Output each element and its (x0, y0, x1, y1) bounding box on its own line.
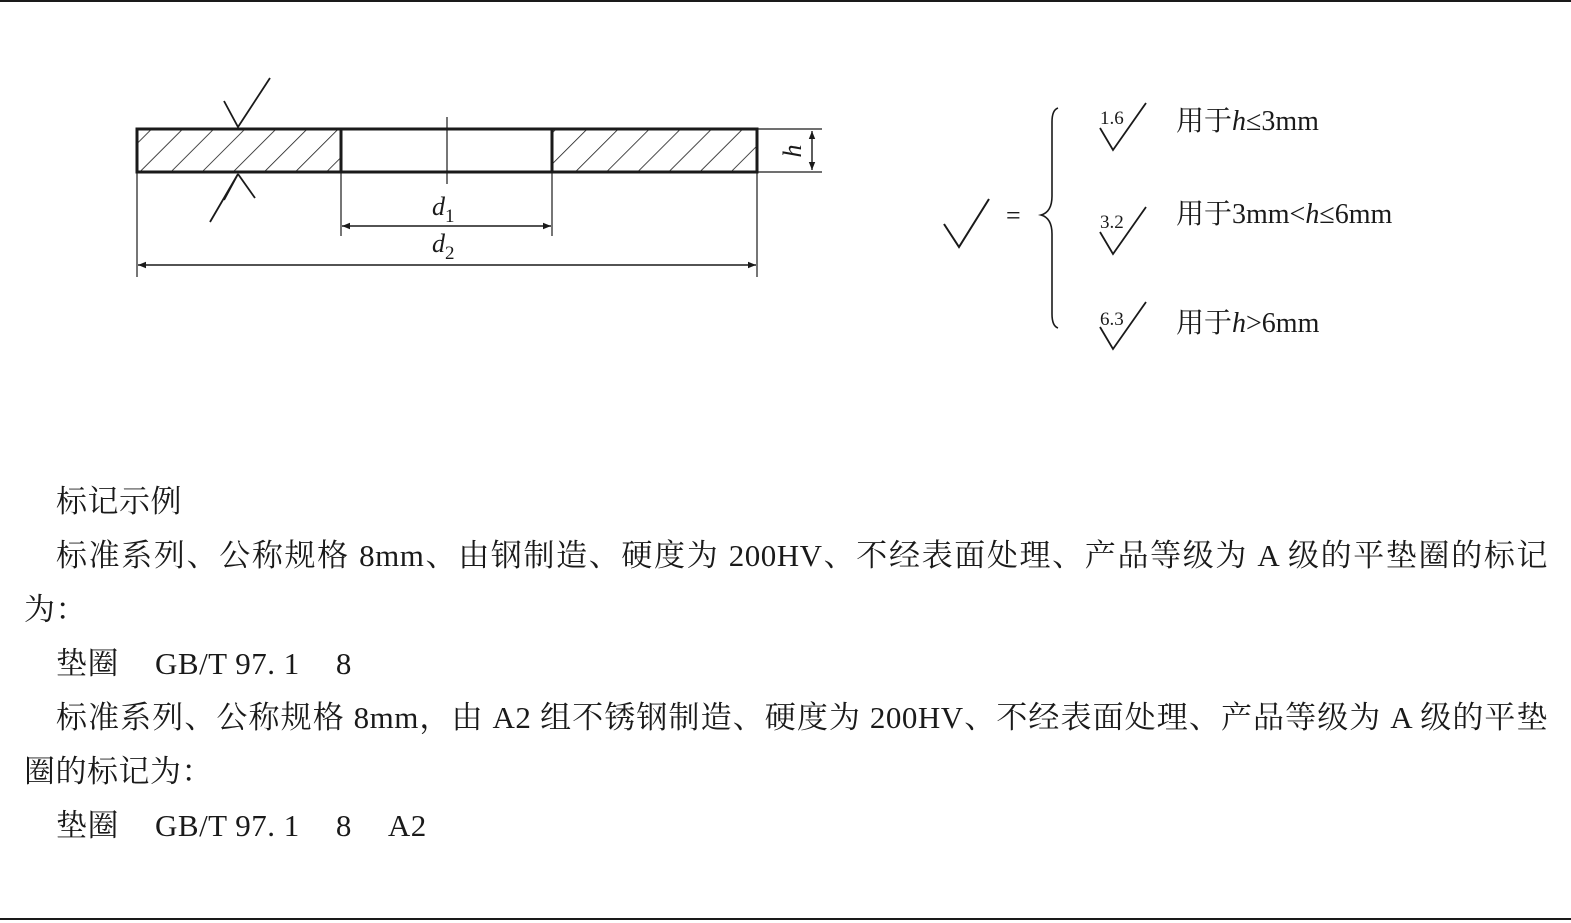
designation-1-size: 8 (335, 646, 352, 681)
condition-1-prefix: 用于 (1176, 106, 1233, 137)
designation-stainless (24, 799, 1548, 853)
paragraph-steel-washer: 标准系列、公称规格 8mm、由钢制造、硬度为 200HV、不经表面处理、产品等级为 A 级的平垫圈的标记为： (24, 538, 1548, 627)
paragraph-stainless-washer: 标准系列、公称规格 8mm，由 A2 组不锈钢制造、硬度为 200HV、不经表面处理、产品等级为 A 级的平垫圈的标记为： (24, 700, 1548, 789)
general-roughness-symbol (944, 199, 989, 247)
svg-text:d1 (432, 192, 455, 227)
roughness-condition-2 (1176, 199, 1392, 231)
condition-1-suffix: ≤3mm (1246, 106, 1319, 137)
roughness-legend (944, 103, 1146, 349)
svg-text:d2 (432, 229, 455, 264)
designation-2-standard: GB/T 97. 1 (155, 808, 300, 843)
designation-2-material: A2 (387, 808, 427, 843)
condition-2-prefix: 用于3mm< (1176, 199, 1306, 230)
brace (1041, 108, 1058, 328)
condition-3-suffix: >6mm (1246, 308, 1320, 339)
right-hatched-section (552, 129, 757, 172)
condition-1-var: h (1232, 106, 1247, 137)
roughness-row-3 (1100, 302, 1146, 349)
roughness-condition-1 (1176, 106, 1319, 138)
bottom-roughness-symbol (210, 174, 238, 222)
condition-2-suffix: ≤6mm (1319, 199, 1393, 230)
left-hatched-section (137, 129, 341, 172)
d2-label: d (432, 229, 445, 258)
roughness-row-2 (1100, 207, 1146, 254)
condition-2-var: h (1305, 199, 1320, 230)
d2-subscript: 2 (445, 243, 455, 264)
designation-1-name: 垫圈 (56, 646, 119, 681)
top-roughness-symbol (224, 78, 270, 127)
bottom-roughness-leg (238, 174, 255, 198)
condition-3-prefix: 用于 (1176, 308, 1233, 339)
roughness-value-3: 6.3 (1100, 309, 1124, 330)
d1-subscript: 1 (445, 206, 455, 227)
roughness-condition-3 (1176, 308, 1319, 340)
roughness-row-1 (1100, 103, 1146, 150)
bottom-rule (0, 918, 1571, 920)
marking-examples (24, 475, 1548, 853)
roughness-value-1: 1.6 (1100, 108, 1124, 129)
designation-1-standard: GB/T 97. 1 (155, 646, 300, 681)
designation-2-name: 垫圈 (56, 808, 119, 843)
designation-2-size: 8 (335, 808, 352, 843)
equals-sign: = (1006, 201, 1021, 230)
h-dimension (757, 129, 822, 172)
designation-steel (24, 637, 1548, 691)
h-label: h (778, 144, 807, 158)
d1-label: d (432, 192, 445, 221)
condition-3-var: h (1232, 308, 1247, 339)
washer-section (137, 117, 757, 184)
heading: 标记示例 (56, 484, 182, 519)
roughness-value-2: 3.2 (1100, 212, 1124, 233)
